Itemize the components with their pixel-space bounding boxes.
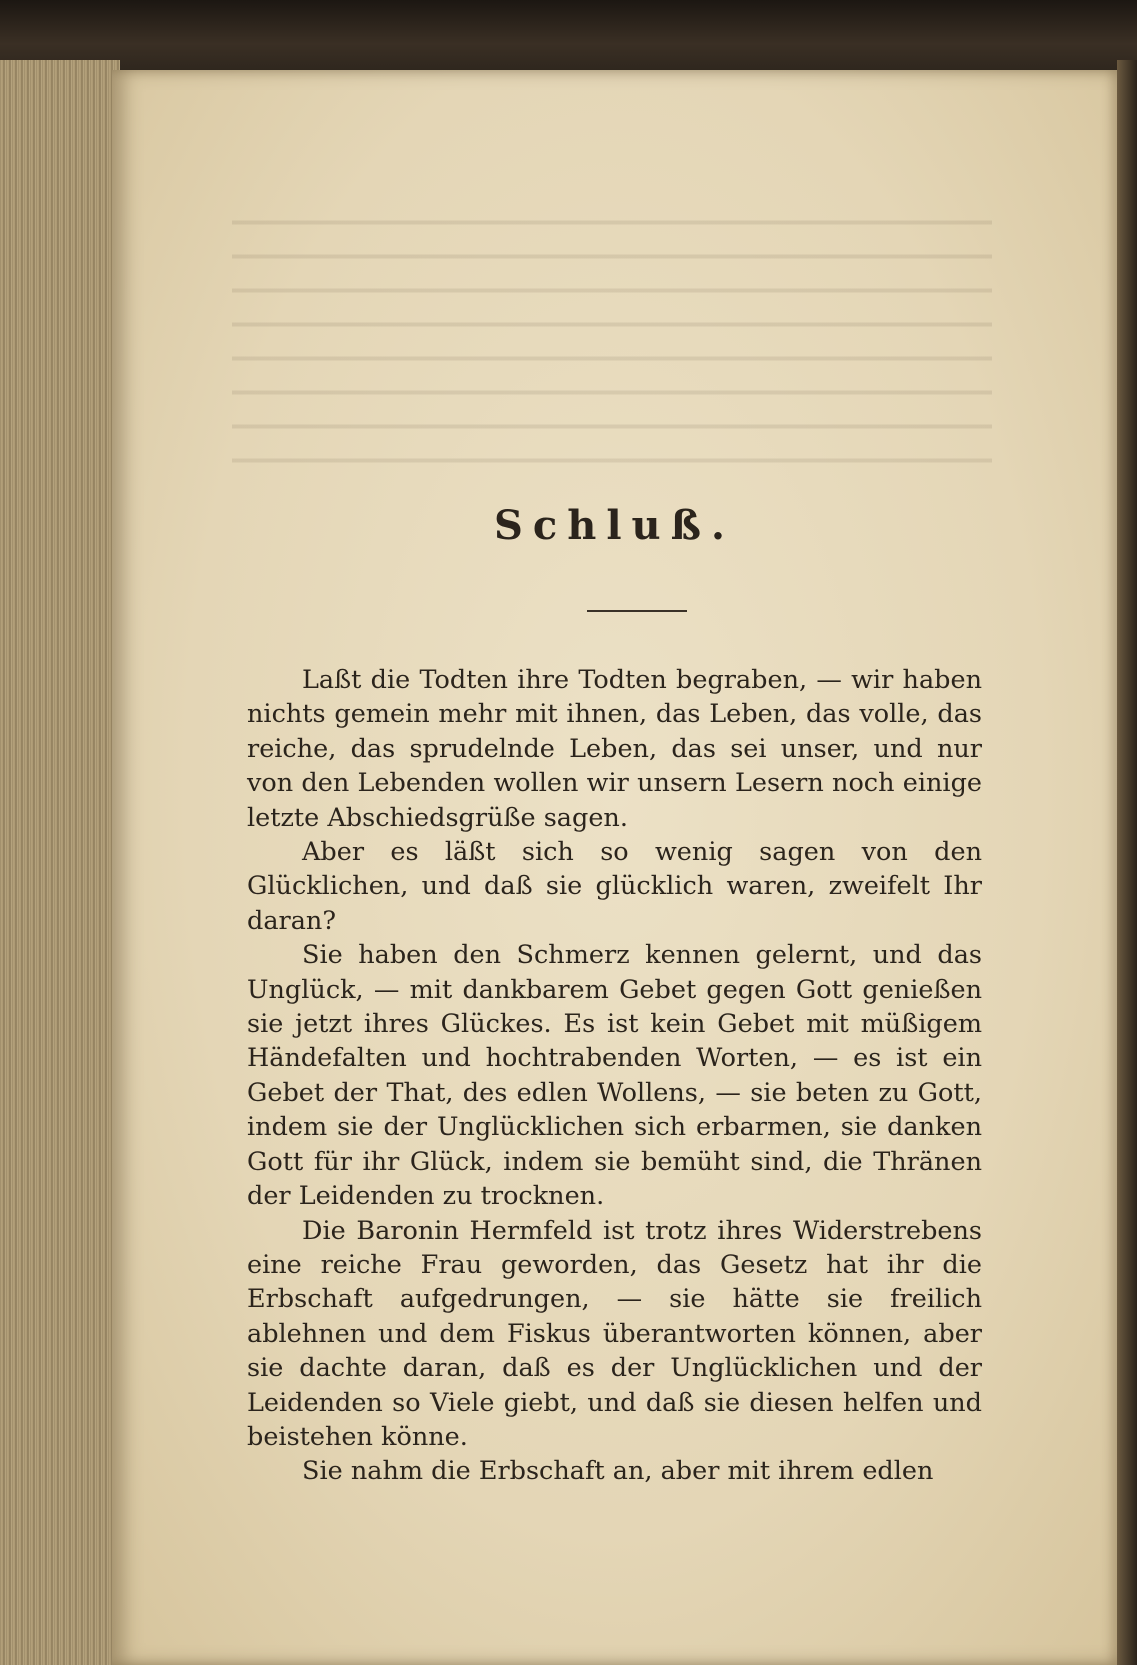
- paragraph: Die Baronin Hermfeld ist trotz ihres Widerstrebens eine reiche Frau geworden, das Gesetz hat ihr die Erbschaft aufgedrungen, — sie hätte sie freilich ablehnen und dem Fiskus überantworten können, aber sie dachte daran, daß es der Unglücklichen und der Leidenden so Viele giebt, und daß sie diesen helfen und beistehen könne.: [247, 1215, 982, 1452]
- show-through-text: [232, 200, 992, 490]
- body-text: [247, 663, 982, 1489]
- book-page: [112, 70, 1117, 1665]
- book-spine-top: [0, 0, 1137, 80]
- paragraph: Sie nahm die Erbschaft an, aber mit ihrem edlen: [302, 1456, 934, 1487]
- chapter-title: Schluß.: [494, 502, 735, 549]
- page-stack-edge: [0, 60, 120, 1665]
- title-rule: [587, 610, 687, 612]
- paragraph: Laßt die Todten ihre Todten begraben, — wir haben nichts gemein mehr mit ihnen, das Leben, das volle, das reiche, das sprudelnde Leben, das sei unser, und nur von den Lebenden wollen wir unsern Lesern noch einige letzte Abschiedsgrüße sagen.: [247, 665, 982, 833]
- paragraph: Aber es läßt sich so wenig sagen von den Glücklichen, und daß sie glücklich waren, zweifelt Ihr daran?: [247, 837, 982, 936]
- binding-edge: [1117, 60, 1137, 1665]
- paragraph: Sie haben den Schmerz kennen gelernt, und das Unglück, — mit dankbarem Gebet gegen Gott genießen sie jetzt ihres Glückes. Es ist kein Gebet mit müßigem Händefalten und hochtrabenden Worten, — es ist ein Gebet der That, des edlen Wollens, — sie beten zu Gott, indem sie der Unglücklichen sich erbarmen, sie danken Gott für ihr Glück, indem sie bemüht sind, die Thränen der Leidenden zu trocknen.: [247, 940, 982, 1212]
